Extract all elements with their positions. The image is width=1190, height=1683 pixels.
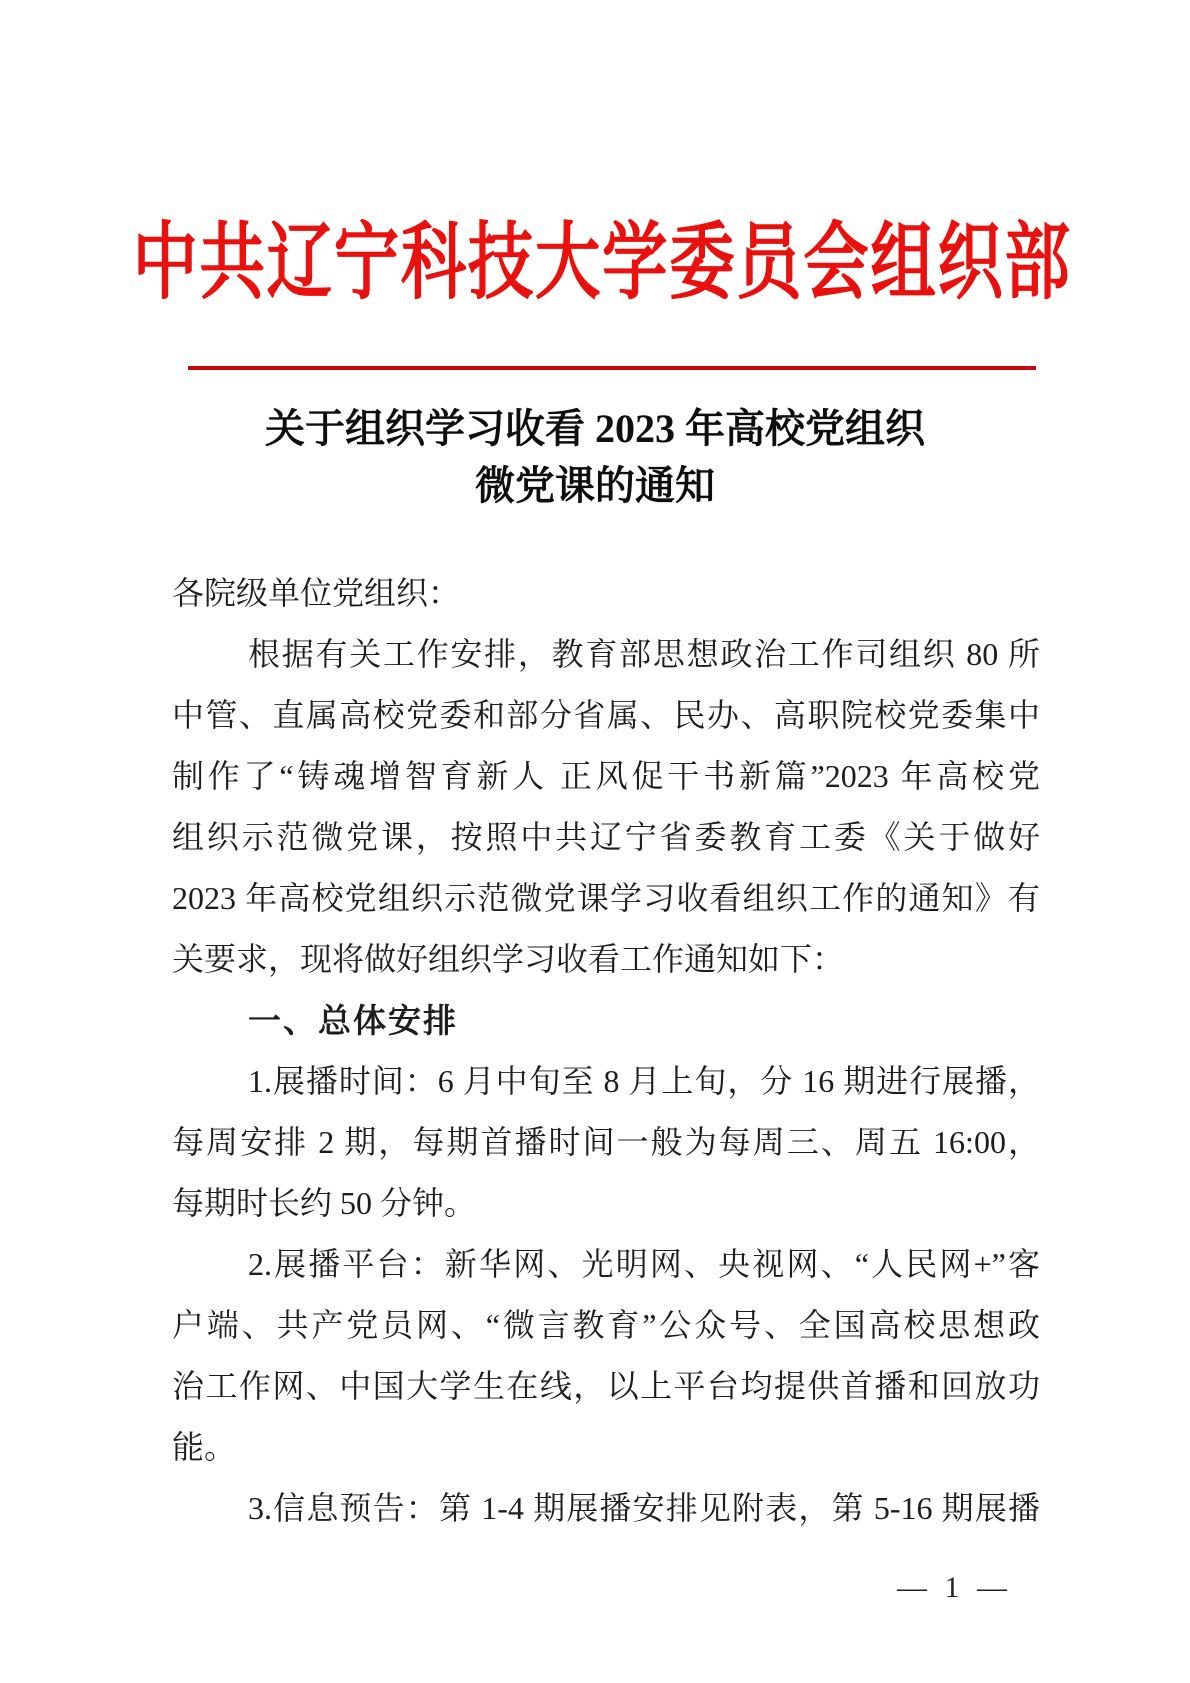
body-line: 每期时长约 50 分钟。: [172, 1185, 477, 1221]
body-line: 能。: [172, 1429, 237, 1465]
document-title-line2: 微党课的通知: [475, 463, 715, 508]
body-line: 2.展播平台：新华网、光明网、央视网、“人民网+”客: [248, 1246, 1040, 1282]
salutation-line: 各院级单位党组织：: [172, 575, 461, 611]
body-line: 2023 年高校党组织示范微党课学习收看组织工作的通知》有: [172, 880, 1040, 916]
body-line: 治工作网、中国大学生在线，以上平台均提供首播和回放功: [172, 1368, 1040, 1404]
body-line: 制作了“铸魂增智育新人 正风促干书新篇”2023 年高校党: [172, 758, 1040, 794]
body-line: 组织示范微党课，按照中共辽宁省委教育工委《关于做好: [172, 819, 1040, 855]
body-line: 户端、共产党员网、“微言教育”公众号、全国高校思想政: [172, 1307, 1040, 1343]
issuing-authority-text: 中共辽宁科技大学委员会组织部: [132, 217, 1072, 310]
body-line: 每周安排 2 期，每期首播时间一般为每周三、周五 16:00，: [172, 1124, 1040, 1160]
document-title: [95, 400, 1095, 514]
body-line: 1.展播时间：6 月中旬至 8 月上旬，分 16 期进行展播，: [248, 1063, 1040, 1099]
red-divider-line: [188, 366, 1036, 370]
body-line: 关要求，现将做好组织学习收看工作通知如下：: [172, 941, 845, 977]
section-heading: 一、总体安排: [248, 1002, 458, 1039]
page-number: — 1 —: [897, 1571, 1012, 1604]
body-line: 3.信息预告：第 1-4 期展播安排见附表，第 5-16 期展播: [248, 1490, 1040, 1526]
body-line: 根据有关工作安排，教育部思想政治工作司组织 80 所: [248, 636, 1040, 672]
body-line: 中管、直属高校党委和部分省属、民办、高职院校党委集中: [172, 697, 1040, 733]
document-body: [172, 563, 1040, 1539]
issuing-authority-header: [0, 218, 1190, 310]
document-title-line1: 关于组织学习收看 2023 年高校党组织: [265, 406, 925, 451]
